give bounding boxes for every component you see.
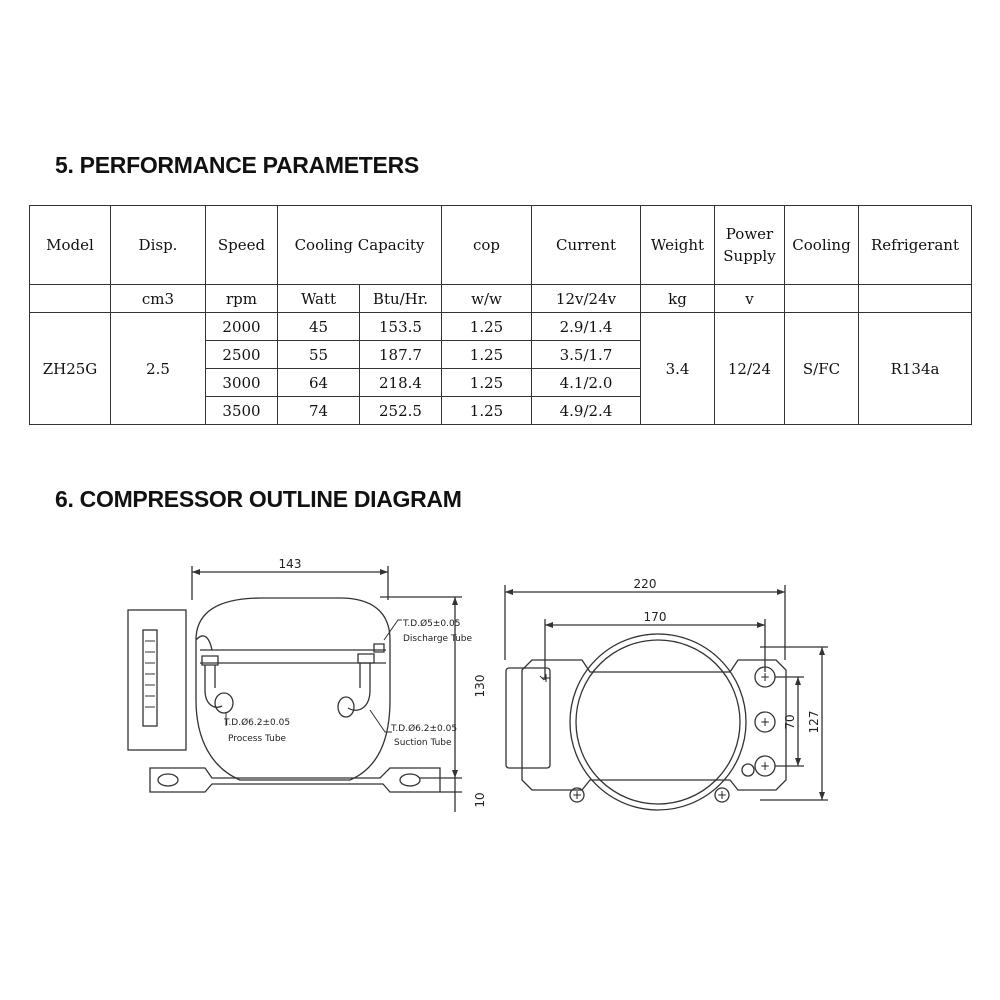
dim-10-label: 10 — [473, 792, 487, 808]
discharge-tube-label: Discharge Tube — [403, 634, 473, 644]
cell-watt: 55 — [278, 341, 360, 369]
cell-disp: 2.5 — [111, 313, 206, 425]
header-speed: Speed — [206, 206, 278, 285]
mount-hole — [742, 764, 754, 776]
header-refrigerant: Refrigerant — [859, 206, 972, 285]
cell-btu: 153.5 — [360, 313, 442, 341]
cell-speed: 3000 — [206, 369, 278, 397]
header-disp: Disp. — [111, 206, 206, 285]
cell-power-supply: 12/24 — [715, 313, 785, 425]
header-current: Current — [532, 206, 641, 285]
svg-text:+: + — [540, 671, 552, 685]
cell-cop: 1.25 — [442, 397, 532, 425]
cell-cop: 1.25 — [442, 313, 532, 341]
process-tube — [205, 665, 222, 707]
unit-btu: Btu/Hr. — [360, 285, 442, 313]
cell-cooling: S/FC — [785, 313, 859, 425]
discharge-td-note: T.D.Ø5±0.05 — [403, 619, 461, 629]
cell-refrigerant: R134a — [859, 313, 972, 425]
suction-tube-cap — [358, 654, 374, 663]
terminal-pins — [145, 641, 155, 707]
dim-170-label: 170 — [643, 610, 667, 624]
svg-text:+: + — [759, 715, 771, 729]
dim-127-label: 127 — [807, 710, 821, 734]
shell-outer — [570, 634, 746, 810]
cell-cop: 1.25 — [442, 341, 532, 369]
unit-current: 12v/24v — [532, 285, 641, 313]
cell-btu: 187.7 — [360, 341, 442, 369]
cell-btu: 218.4 — [360, 369, 442, 397]
process-tube-end — [215, 693, 233, 713]
dim-220-label: 220 — [633, 577, 657, 591]
cell-model: ZH25G — [30, 313, 111, 425]
header-model: Model — [30, 206, 111, 285]
unit-disp: cm3 — [111, 285, 206, 313]
hole-center-marks — [541, 670, 770, 802]
unit-power-supply: v — [715, 285, 785, 313]
arrowheads — [192, 569, 825, 800]
suction-td-note: T.D.Ø6.2±0.05 — [391, 724, 458, 734]
header-power-supply: Power Supply — [715, 206, 785, 285]
cell-current: 4.9/2.4 — [532, 397, 641, 425]
cell-current: 2.9/1.4 — [532, 313, 641, 341]
compressor-shell — [196, 598, 390, 780]
cell-watt: 74 — [278, 397, 360, 425]
shell-detail — [196, 636, 212, 650]
dim-70-label: 70 — [783, 714, 797, 730]
unit-cop: w/w — [442, 285, 532, 313]
svg-text:+: + — [571, 788, 583, 802]
cell-watt: 45 — [278, 313, 360, 341]
top-view — [505, 585, 828, 810]
cell-watt: 64 — [278, 369, 360, 397]
mount-hole — [400, 774, 420, 786]
dim-143-label: 143 — [278, 557, 302, 571]
suction-tube — [348, 663, 370, 710]
cell-weight: 3.4 — [641, 313, 715, 425]
cell-cop: 1.25 — [442, 369, 532, 397]
cell-current: 3.5/1.7 — [532, 341, 641, 369]
header-cooling-capacity: Cooling Capacity — [278, 206, 442, 285]
side-view — [128, 566, 462, 812]
cell-btu: 252.5 — [360, 397, 442, 425]
cell-speed: 2000 — [206, 313, 278, 341]
header-cop: cop — [442, 206, 532, 285]
svg-text:+: + — [716, 788, 728, 802]
suction-tube-end — [338, 697, 354, 717]
cell-speed: 2500 — [206, 341, 278, 369]
svg-text:+: + — [759, 670, 771, 684]
header-weight: Weight — [641, 206, 715, 285]
mount-hole — [158, 774, 178, 786]
discharge-tube — [374, 644, 384, 652]
outline-section-title: 6. COMPRESSOR OUTLINE DIAGRAM — [55, 486, 462, 512]
cell-current: 4.1/2.0 — [532, 369, 641, 397]
unit-weight: kg — [641, 285, 715, 313]
unit-watt: Watt — [278, 285, 360, 313]
suction-tube-label: Suction Tube — [394, 738, 452, 748]
process-td-note: T.D.Ø6.2±0.05 — [224, 718, 291, 728]
cell-speed: 3500 — [206, 397, 278, 425]
process-tube-label: Process Tube — [228, 734, 287, 744]
header-cooling: Cooling — [785, 206, 859, 285]
performance-section-title: 5. PERFORMANCE PARAMETERS — [55, 152, 419, 178]
unit-speed: rpm — [206, 285, 278, 313]
svg-text:+: + — [759, 759, 771, 773]
dim-130-label: 130 — [473, 674, 487, 698]
terminal-strip — [143, 630, 157, 726]
